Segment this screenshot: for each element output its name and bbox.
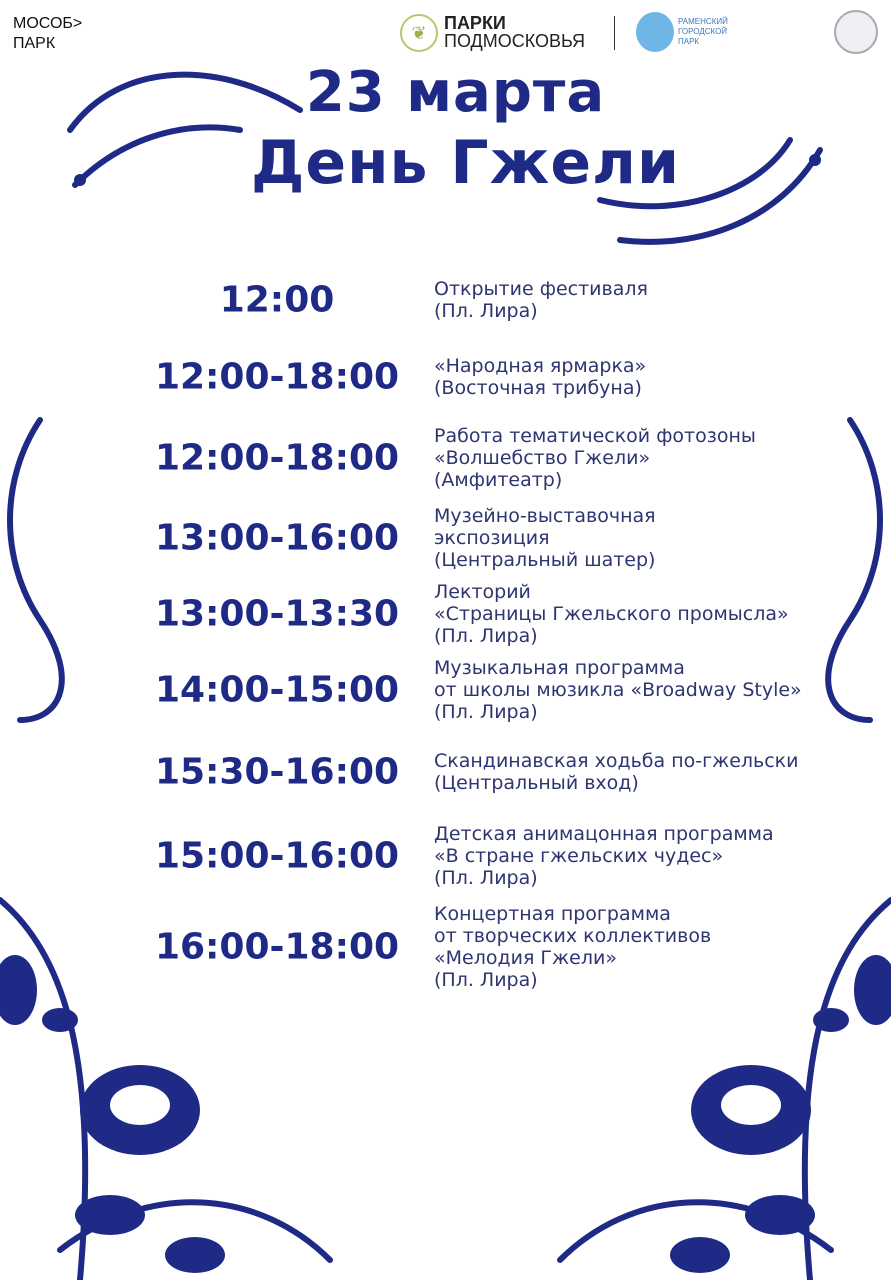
logo-line: ПОДМОСКОВЬЯ	[444, 31, 586, 51]
ramensky-park-logo	[636, 12, 728, 52]
schedule-description	[434, 581, 789, 647]
schedule-description	[434, 903, 711, 991]
description-line: Скандинавская ходьба по-гжельски	[434, 750, 799, 772]
schedule-time: 12:00-18:00	[154, 437, 400, 479]
description-line: «Страницы Гжельского промысла»	[434, 603, 789, 625]
description-line: (Пл. Лира)	[434, 969, 538, 991]
description-line: «Волшебство Гжели»	[434, 447, 651, 469]
mosobpark-logo	[13, 14, 82, 54]
leaf-icon: ❦	[400, 14, 438, 52]
logo-line: ГОРОДСКОЙ	[678, 27, 728, 36]
logo-line: ПАРК	[678, 37, 700, 46]
description-line: «Народная ярмарка»	[434, 355, 647, 377]
description-line: (Центральный шатер)	[434, 549, 656, 571]
description-line: (Пл. Лира)	[434, 701, 538, 723]
description-line: (Амфитеатр)	[434, 469, 563, 491]
description-line: Музейно-выставочная	[434, 505, 656, 527]
schedule-description	[434, 278, 648, 322]
logo-line: ПАРКИ	[444, 13, 506, 33]
schedule-time: 14:00-15:00	[154, 669, 400, 711]
description-line: (Пл. Лира)	[434, 867, 538, 889]
schedule-time: 15:30-16:00	[154, 751, 400, 793]
logo-divider	[614, 16, 615, 50]
logo-line: РАМЕНСКИЙ	[678, 17, 728, 26]
schedule-time: 13:00-16:00	[154, 517, 400, 559]
description-line: (Пл. Лира)	[434, 625, 538, 647]
schedule-description	[434, 355, 646, 399]
description-line: Открытие фестиваля	[434, 278, 648, 300]
schedule-time: 12:00-18:00	[154, 356, 400, 398]
description-line: Концертная программа	[434, 903, 671, 925]
schedule-time: 13:00-13:30	[154, 593, 400, 635]
description-line: (Пл. Лира)	[434, 300, 538, 322]
schedule-time: 15:00-16:00	[154, 835, 400, 877]
description-line: экспозиция	[434, 527, 550, 549]
description-line: от творческих коллективов	[434, 925, 712, 947]
parks-podmoskovya-logo	[400, 14, 585, 52]
event-title: День Гжели	[250, 128, 681, 198]
schedule-description	[434, 823, 774, 889]
description-line: (Восточная трибуна)	[434, 377, 642, 399]
schedule-description	[434, 425, 756, 491]
description-line: (Центральный вход)	[434, 772, 639, 794]
schedule-description	[434, 505, 656, 571]
logo-line: МОСОБ>	[13, 15, 83, 32]
schedule-time: 16:00-18:00	[154, 926, 400, 968]
schedule-time: 12:00	[219, 279, 335, 321]
description-line: Детская анимацонная программа	[434, 823, 774, 845]
description-line: Лекторий	[434, 581, 531, 603]
logo-line: ПАРК	[13, 35, 56, 52]
description-line: «В стране гжельских чудес»	[434, 845, 724, 867]
event-date: 23 марта	[305, 60, 606, 125]
schedule-description	[434, 657, 802, 723]
park-icon	[636, 12, 674, 52]
description-line: Работа тематической фотозоны	[434, 425, 756, 447]
emblem-icon	[834, 10, 878, 54]
description-line: Музыкальная программа	[434, 657, 685, 679]
description-line: от школы мюзикла «Broadway Style»	[434, 679, 802, 701]
description-line: «Мелодия Гжели»	[434, 947, 617, 969]
schedule-description	[434, 750, 799, 794]
